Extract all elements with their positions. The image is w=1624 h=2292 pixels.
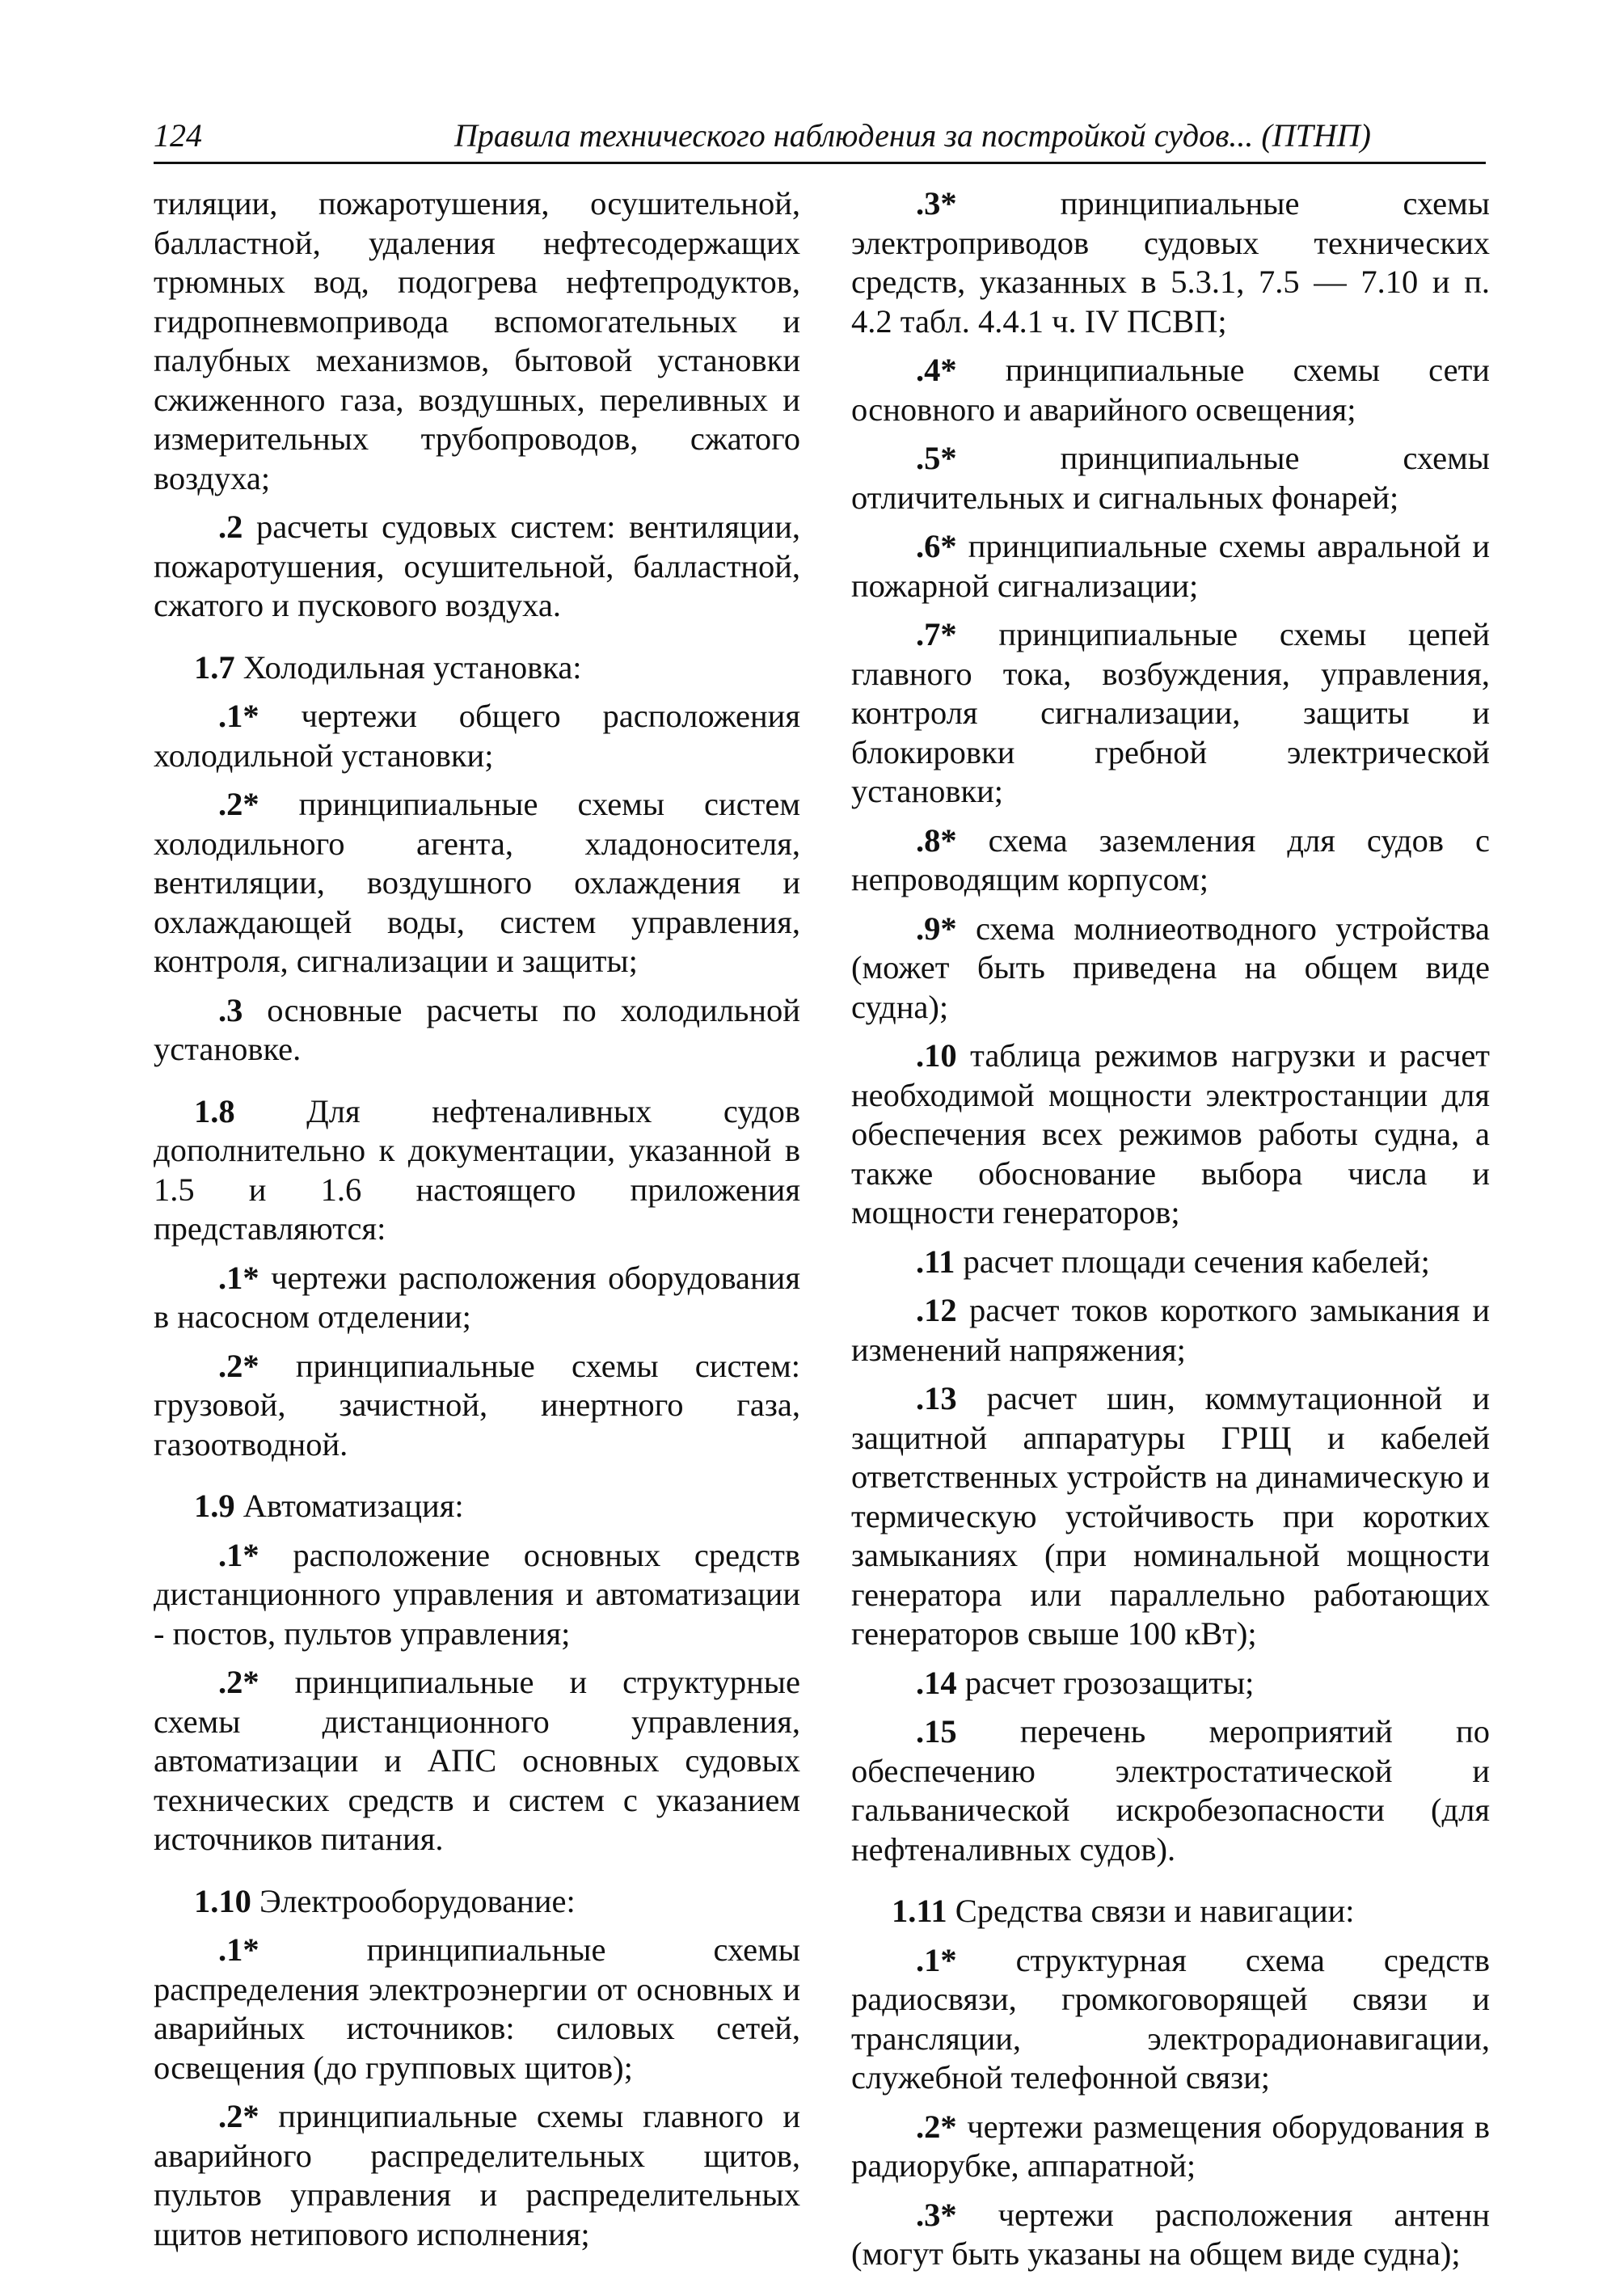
section-heading-1-7: 1.7 Холодильная установка:: [194, 648, 582, 686]
section-heading-1-8: 1.8 Для нефтеналивных судов дополнительно к документации, указанной в 1.5 и 1.6 настоящего приложения представляются:: [154, 1092, 800, 1247]
list-item: .13 расчет шин, коммутационной и защитной аппаратуры ГРЩ и кабелей ответственных устройств на динамическую и термическую устойчивость при коротких замыканиях (при номинальной мощности генератора или параллельно работающих генераторов свыше 100 кВт);: [851, 1380, 1490, 1652]
page-header: [154, 112, 1486, 164]
left-column: [154, 184, 800, 2264]
list-item: .3* чертежи расположения антенн (могут быть указаны на общем виде судна);: [851, 2196, 1490, 2272]
list-item: .14 расчет грозозащиты;: [916, 1664, 1255, 1701]
section-heading-1-10: 1.10 Электрооборудование:: [194, 1882, 576, 1919]
list-item: .1* чертежи общего расположения холодильной установки;: [154, 698, 800, 774]
list-item: .8* схема заземления для судов с непроводящим корпусом;: [851, 821, 1490, 897]
list-item: .6* принципиальные схемы авральной и пожарной сигнализации;: [851, 528, 1490, 604]
list-item: .15 перечень мероприятий по обеспечению электростатической и гальванической искробезопасности (для нефтеналивных судов).: [851, 1713, 1490, 1868]
list-item: .10 таблица режимов нагрузки и расчет необходимой мощности электростанции для обеспечения всех режимов работы судна, а также обоснование выбора числа и мощности генераторов;: [851, 1037, 1490, 1230]
list-item: .4* принципиальные схемы сети основного и аварийного освещения;: [851, 352, 1490, 428]
list-item: .11 расчет площади сечения кабелей;: [916, 1243, 1430, 1280]
page-number: 124: [154, 117, 202, 154]
list-item: .12 расчет токов короткого замыкания и изменений напряжения;: [851, 1292, 1490, 1368]
list-item: .7* принципиальные схемы цепей главного тока, возбуждения, управления, контроля сигнализации, защиты и блокировки гребной электрической установки;: [851, 616, 1490, 809]
right-column: [851, 184, 1490, 2284]
paragraph-continuation: тиляции, пожаротушения, осушительной, балластной, удаления нефтесодержащих трюмных вод, подогрева нефтепродуктов, гидропневмопривода вспомогательных и палубных механизмов, бытовой установки сжиженного газа, воздушных, переливных и измерительных трубопроводов, сжатого воздуха;: [154, 185, 800, 496]
list-item: .3 основные расчеты по холодильной установке.: [154, 991, 800, 1067]
list-item: .9* схема молниеотводного устройства (может быть приведена на общем виде судна);: [851, 910, 1490, 1025]
list-item: .1* структурная схема средств радиосвязи, громкоговорящей связи и трансляции, электрорадионавигации, служебной телефонной связи;: [851, 1941, 1490, 2096]
list-item: .1* принципиальные схемы распределения электроэнергии от основных и аварийных источников: силовых сетей, освещения (до групповых щитов);: [154, 1931, 800, 2086]
list-item: .1* чертежи расположения оборудования в насосном отделении;: [154, 1259, 800, 1335]
section-heading-1-9: 1.9 Автоматизация:: [194, 1488, 464, 1524]
list-item: .2 расчеты судовых систем: вентиляции, пожаротушения, осушительной, балластной, сжатого и пускового воздуха.: [154, 509, 800, 623]
list-item: .2* принципиальные схемы систем: грузовой, зачистной, инертного газа, газоотводной.: [154, 1347, 800, 1463]
section-heading-1-11: 1.11 Средства связи и навигации:: [892, 1893, 1355, 1929]
list-item: .2* принципиальные схемы главного и аварийного распределительных щитов, пультов управления и распределительных щитов нетипового исполнения;: [154, 2098, 800, 2252]
list-item: .2* принципиальные схемы систем холодильного агента, хладоносителя, вентиляции, воздушного охлаждения и охлаждающей воды, систем управления, контроля, сигнализации и защиты;: [154, 786, 800, 979]
list-item: .3* принципиальные схемы электроприводов судовых технических средств, указанных в 5.3.1, 7.5 — 7.10 и п. 4.2 табл. 4.4.1 ч. IV ПСВП;: [851, 185, 1490, 340]
list-item: .1* расположение основных средств дистанционного управления и автоматизации - постов, пультов управления;: [154, 1536, 800, 1652]
list-item: .2* чертежи размещения оборудования в радиорубке, аппаратной;: [851, 2108, 1490, 2184]
list-item: .2* принципиальные и структурные схемы дистанционного управления, автоматизации и АПС основных судовых технических средств и систем с указанием источников питания.: [154, 1664, 800, 1857]
running-title: Правила технического наблюдения за постройкой судов... (ПТНП): [454, 117, 1371, 154]
list-item: .5* принципиальные схемы отличительных и сигнальных фонарей;: [851, 440, 1490, 516]
